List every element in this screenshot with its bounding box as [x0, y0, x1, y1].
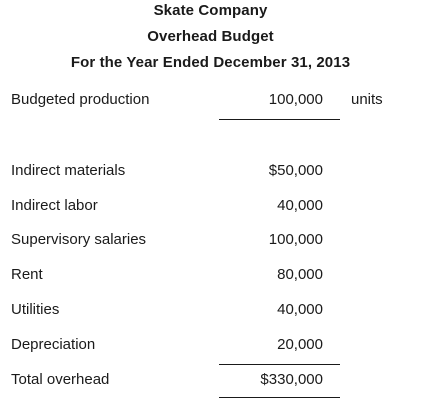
budget-period: For the Year Ended December 31, 2013 — [70, 54, 351, 71]
total-underline — [219, 397, 340, 398]
total-value: $330,000 — [260, 371, 323, 388]
budget-title: Overhead Budget — [147, 28, 274, 45]
item-label-indirect-materials: Indirect materials — [11, 162, 126, 179]
item-label-rent: Rent — [11, 266, 43, 283]
subtotal-rule — [219, 364, 340, 365]
item-value-utilities: 40,000 — [277, 301, 323, 318]
item-label-depreciation: Depreciation — [11, 336, 96, 353]
production-underline — [219, 119, 340, 120]
item-label-supervisory-salaries: Supervisory salaries — [11, 231, 147, 248]
item-label-utilities: Utilities — [11, 301, 60, 318]
production-unit: units — [351, 91, 383, 108]
item-value-depreciation: 20,000 — [277, 336, 323, 353]
item-value-supervisory-salaries: 100,000 — [268, 231, 323, 248]
total-label: Total overhead — [11, 371, 110, 388]
item-value-rent: 80,000 — [277, 266, 323, 283]
item-label-indirect-labor: Indirect labor — [11, 197, 98, 214]
item-value-indirect-materials: $50,000 — [268, 162, 323, 179]
company-name: Skate Company — [153, 2, 268, 19]
production-value: 100,000 — [268, 91, 323, 108]
production-label: Budgeted production — [11, 91, 150, 108]
item-value-indirect-labor: 40,000 — [277, 197, 323, 214]
